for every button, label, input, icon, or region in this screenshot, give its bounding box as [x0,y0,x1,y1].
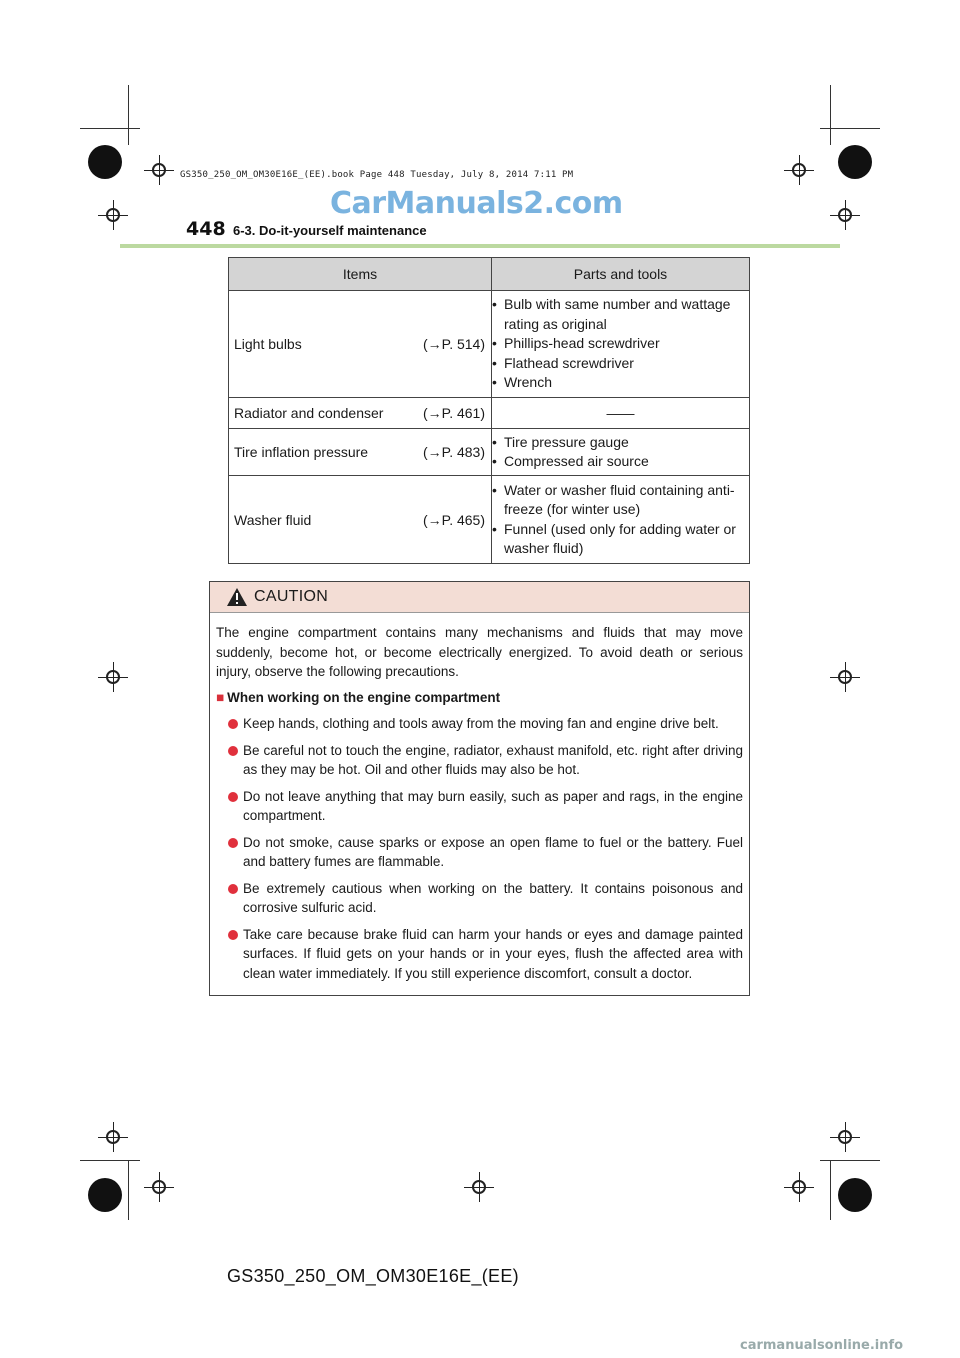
bullet-text: Do not leave anything that may burn easily, such as paper and rags, in the engine compartment. [243,788,743,823]
red-dot-icon [228,884,238,894]
tools-cell [492,429,750,476]
table-header-row [229,258,750,291]
footer-code: GS350_250_OM_OM30E16E_(EE) [227,1266,519,1286]
column-header-items: Items [229,258,492,291]
page-reference: (→P. 514) [423,336,485,352]
bullet-text: Keep hands, clothing and tools away from the moving fan and engine drive belt. [243,716,719,731]
caution-intro: The engine compartment contains many mechanisms and fluids that may move suddenly, become hot, or become electrically energized. To avoid death or serious injury, observe the following precautions. [216,625,743,679]
watermark-bottom: carmanualsonline.info [740,1338,904,1353]
table-row [229,476,750,564]
crosshair-icon [106,1130,120,1144]
red-dot-icon [228,746,238,756]
caution-bullet [216,925,743,984]
crosshair-icon [838,670,852,684]
list-item: • Phillips-head screwdriver [492,334,749,354]
list-item: • Tire pressure gauge [492,433,749,453]
caution-box [209,581,750,996]
list-item: • Flathead screwdriver [492,354,749,374]
table-row [229,398,750,429]
tools-cell [492,476,750,564]
bullet-text: Be careful not to touch the engine, radiator, exhaust manifold, etc. right after driving as they may be hot. Oil and other fluids may also be hot. [243,742,743,777]
page-number: 448 [186,218,226,240]
red-dot-icon [228,838,238,848]
warning-triangle-icon [226,587,248,607]
page-reference: (→P. 461) [423,405,485,421]
caution-bullet [216,787,743,826]
crosshair-icon [792,1180,806,1194]
page-reference: (→P. 483) [423,444,485,460]
crosshair-icon [838,208,852,222]
crosshair-icon [106,670,120,684]
registration-disc-icon [88,145,122,179]
list-item: • Wrench [492,373,749,393]
item-cell [229,429,492,476]
list-item: • Bulb with same number and wattage rating as original [492,295,749,334]
item-name: Tire inflation pressure [234,444,369,460]
caution-body [210,613,749,983]
red-dot-icon [228,719,238,729]
square-bullet-icon: ■ [216,689,225,705]
parts-table [228,257,750,564]
header-rule [120,244,840,248]
caution-header [210,582,749,613]
caution-title: CAUTION [254,588,329,605]
crosshair-icon [472,1180,486,1194]
caution-bullet [216,741,743,780]
caution-bullet [216,833,743,872]
table-row [229,429,750,476]
print-job-header: GS350_250_OM_OM30E16E_(EE).book Page 448 Tuesday, July 8, 2014 7:11 PM [180,170,574,180]
item-cell [229,476,492,564]
page-reference: (→P. 465) [423,511,485,528]
section-title: 6-3. Do-it-yourself maintenance [233,223,427,238]
registration-disc-icon [838,145,872,179]
list-item: • Compressed air source [492,452,749,472]
no-tools-dash: —— [492,398,750,429]
caution-subheading [216,688,743,708]
registration-disc-icon [838,1178,872,1212]
crosshair-icon [838,1130,852,1144]
crosshair-icon [152,1180,166,1194]
column-header-parts: Parts and tools [492,258,750,291]
crosshair-icon [792,163,806,177]
list-item: • Funnel (used only for adding water or washer fluid) [492,520,749,559]
item-cell [229,398,492,429]
list-item: • Water or washer fluid containing anti-freeze (for winter use) [492,481,749,520]
tools-cell [492,291,750,398]
caution-bullet [216,879,743,918]
red-dot-icon [228,930,238,940]
registration-disc-icon [88,1178,122,1212]
table-row [229,291,750,398]
bullet-text: Be extremely cautious when working on the battery. It contains poisonous and corrosive sulfuric acid. [243,880,743,915]
item-cell [229,291,492,398]
item-name: Washer fluid [234,511,312,528]
subheading-text: When working on the engine compartment [227,689,501,705]
crosshair-icon [106,208,120,222]
item-name: Light bulbs [234,336,302,352]
item-name: Radiator and condenser [234,405,384,421]
crosshair-icon [152,163,166,177]
bullet-text: Do not smoke, cause sparks or expose an open flame to fuel or the battery. Fuel and battery fumes are flammable. [243,834,743,869]
red-dot-icon [228,792,238,802]
bullet-text: Take care because brake fluid can harm your hands or eyes and damage painted surfaces. If fluid gets on your hands or in your eyes, flush the affected area with clean water immediately. If you still experience discomfort, consult a doctor. [243,926,743,981]
caution-bullet [216,714,743,734]
watermark-top: CarManuals2.com [330,186,623,221]
